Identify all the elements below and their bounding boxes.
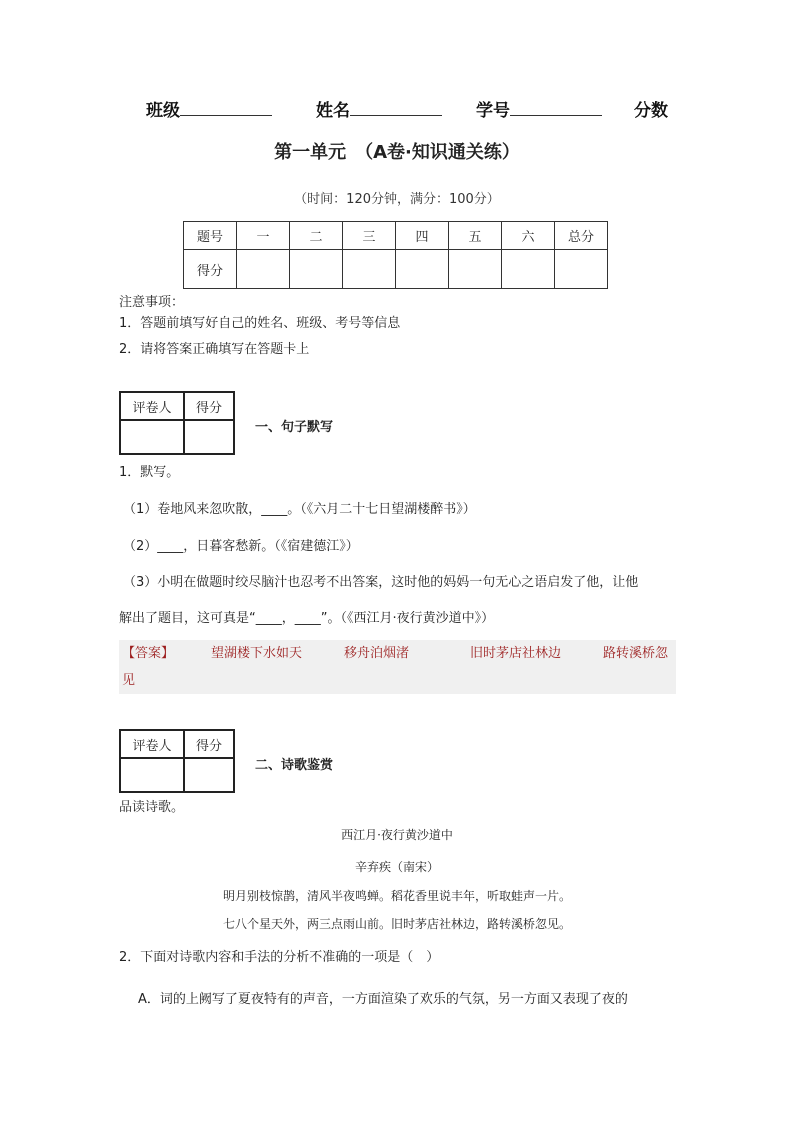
poem-author: 辛弃疾（南宋） bbox=[354, 860, 439, 874]
grader-box-1 bbox=[119, 391, 235, 455]
grader-score-label: 得分 bbox=[184, 730, 234, 758]
score-cell[interactable] bbox=[290, 250, 343, 289]
poem-line: 明月别枝惊鹊，清风半夜鸣蝉。稻花香里说丰年，听取蛙声一片。 bbox=[222, 889, 571, 903]
score-table-score-row bbox=[184, 250, 608, 289]
score-cell[interactable] bbox=[396, 250, 449, 289]
answer-item: 移舟泊烟渚 bbox=[344, 646, 410, 661]
poem-line: 七八个星天外，两三点雨山前。旧时茅店社林边，路转溪桥忽见。 bbox=[222, 917, 571, 931]
notes-item: 1．答题前填写好自己的姓名、班级、考号等信息 bbox=[119, 316, 401, 331]
score-table-header-row bbox=[184, 222, 608, 250]
answer-item: 望湖楼下水如天 bbox=[211, 646, 303, 661]
question-1-part-3-cont: 解出了题目，这可真是“____，____”。（《西江月·夜行黄沙道中》） bbox=[119, 611, 495, 626]
score-field bbox=[634, 96, 668, 121]
poem-title: 西江月·夜行黄沙道中 bbox=[341, 828, 453, 842]
score-table-header: 一 bbox=[237, 222, 290, 250]
section-2-intro: 品读诗歌。 bbox=[119, 800, 185, 815]
score-label: 分数 bbox=[634, 101, 668, 121]
class-blank[interactable] bbox=[180, 99, 272, 116]
question-1-part-2: （2）____，日暮客愁新。（《宿建德江》） bbox=[123, 539, 359, 554]
name-blank[interactable] bbox=[350, 99, 442, 116]
score-table bbox=[183, 221, 608, 289]
score-table-header: 总分 bbox=[555, 222, 608, 250]
answer-item: 路转溪桥忽 bbox=[603, 646, 669, 661]
answer-item-cont: 见 bbox=[122, 673, 136, 688]
class-field[interactable] bbox=[146, 96, 272, 121]
score-table-header: 六 bbox=[502, 222, 555, 250]
answer-box bbox=[119, 640, 676, 694]
id-blank[interactable] bbox=[510, 99, 602, 116]
grader-reviewer-label: 评卷人 bbox=[120, 730, 184, 758]
score-table-header: 五 bbox=[449, 222, 502, 250]
score-cell[interactable] bbox=[343, 250, 396, 289]
score-cell[interactable] bbox=[555, 250, 608, 289]
question-1-part-1: （1）卷地风来忽吹散，____。（《六月二十七日望湖楼醉书》） bbox=[123, 502, 476, 517]
grader-score-cell[interactable] bbox=[184, 758, 234, 792]
score-cell[interactable] bbox=[502, 250, 555, 289]
score-cell[interactable] bbox=[449, 250, 502, 289]
grader-score-cell[interactable] bbox=[184, 420, 234, 454]
question-2: 2．下面对诗歌内容和手法的分析不准确的一项是（ ） bbox=[119, 950, 440, 965]
page-title: 第一单元 （A卷·知识通关练） bbox=[274, 142, 520, 163]
name-label: 姓名 bbox=[316, 101, 350, 121]
score-table-header: 题号 bbox=[184, 222, 237, 250]
grader-reviewer-label: 评卷人 bbox=[120, 392, 184, 420]
grader-reviewer-cell[interactable] bbox=[120, 420, 184, 454]
notes-item: 2．请将答案正确填写在答题卡上 bbox=[119, 342, 310, 357]
class-label: 班级 bbox=[146, 101, 180, 121]
notes-title: 注意事项： bbox=[119, 295, 185, 310]
option-a[interactable]: A．词的上阙写了夏夜特有的声音，一方面渲染了欢乐的气氛，另一方面又表现了夜的 bbox=[138, 992, 628, 1007]
grader-box-2 bbox=[119, 729, 235, 793]
score-row-label: 得分 bbox=[184, 250, 237, 289]
score-table-header: 二 bbox=[290, 222, 343, 250]
name-field[interactable] bbox=[316, 96, 442, 121]
answer-item: 旧时茅店社林边 bbox=[470, 646, 562, 661]
score-table-header: 四 bbox=[396, 222, 449, 250]
question-1: 1．默写。 bbox=[119, 465, 180, 480]
time-info: （时间：120分钟，满分：100分） bbox=[294, 192, 500, 207]
grader-reviewer-cell[interactable] bbox=[120, 758, 184, 792]
score-cell[interactable] bbox=[237, 250, 290, 289]
question-1-part-3: （3）小明在做题时绞尽脑汁也忍考不出答案，这时他的妈妈一句无心之语启发了他，让他 bbox=[123, 575, 639, 590]
section-1-heading: 一、句子默写 bbox=[255, 420, 334, 435]
answer-tag: 【答案】 bbox=[122, 646, 175, 661]
score-table-header: 三 bbox=[343, 222, 396, 250]
grader-score-label: 得分 bbox=[184, 392, 234, 420]
id-label: 学号 bbox=[476, 101, 510, 121]
section-2-heading: 二、诗歌鉴赏 bbox=[255, 758, 334, 773]
id-field[interactable] bbox=[476, 96, 602, 121]
